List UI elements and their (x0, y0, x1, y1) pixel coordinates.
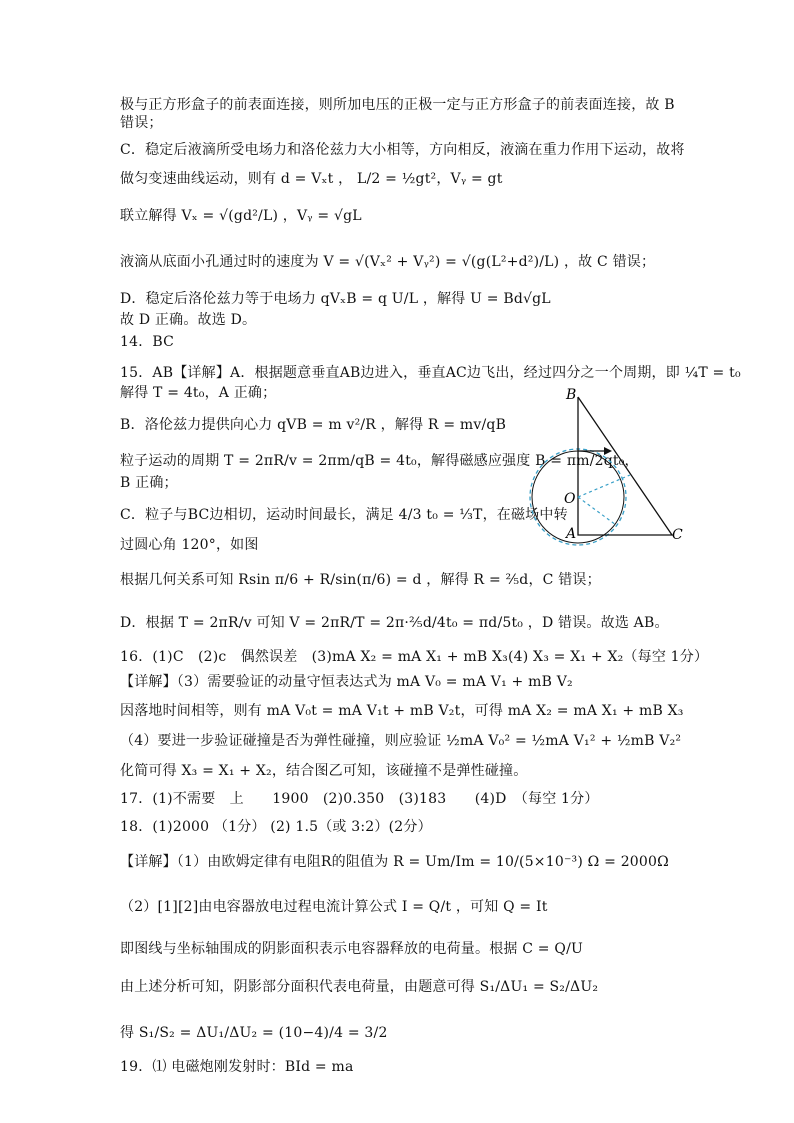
text-line: 19．⑴ 电磁炮刚发射时：BId = ma (120, 1059, 354, 1075)
text-line: D．根据 T = 2πR/v 可知 V = 2πR/T = 2π·⅖d/4t₀ = πd/5t₀ ，D 错误。故选 AB。 (120, 615, 669, 631)
text-line: 14．BC (120, 334, 175, 350)
text-line: 粒子运动的周期 T = 2πR/v = 2πm/qB = 4t₀，解得磁感应强度 B = πm/2qt₀， (120, 453, 639, 469)
text-line: （2）[1][2]由电容器放电过程电流计算公式 I = Q/t ，可知 Q = It (120, 899, 548, 915)
text-line: 【详解】（1）由欧姆定律有电阻R的阻值为 R = Um/Im = 10/(5×10⁻³) Ω = 2000Ω (120, 854, 669, 870)
text-line: 16．(1)C (2)c 偶然误差 (3)mA X₂ = mA X₁ + mB X₃(4) X₃ = X₁ + X₂（每空 1分） (120, 649, 709, 665)
triangle-abc (578, 397, 672, 535)
text-line: C．稳定后液滴所受电场力和洛伦兹力大小相等，方向相反，液滴在重力作用下运动，故将 (120, 142, 685, 158)
text-line: 液滴从底面小孔通过时的速度为 V = √(Vₓ² + Vᵧ²) = √(g(L²+d²)/L) ，故 C 错误； (120, 254, 656, 270)
label-a: A (566, 526, 577, 542)
text-line: 做匀变速曲线运动，则有 d = Vₓt ， L/2 = ½gt²，Vᵧ = gt (120, 171, 503, 187)
text-line: 极与正方形盒子的前表面连接，则所加电压的正极一定与正方形盒子的前表面连接，故 B (120, 97, 675, 113)
text-line: （4）要进一步验证碰撞是否为弹性碰撞，则应验证 ½mA V₀² = ½mA V₁² + ½mB V₂² (120, 733, 682, 749)
text-line: 【详解】（3）需要验证的动量守恒表达式为 mA V₀ = mA V₁ + mB V₂ (120, 674, 573, 690)
text-line: D．稳定后洛伦兹力等于电场力 qVₓB = q U/L ，解得 U = Bd√gL (120, 291, 551, 307)
text-line: 根据几何关系可知 Rsin π/6 + R/sin(π/6) = d ，解得 R = ⅖d，C 错误； (120, 572, 601, 588)
text-line: 错误； (120, 115, 163, 131)
text-line: 得 S₁/S₂ = ΔU₁/ΔU₂ = (10−4)/4 = 3/2 (120, 1025, 388, 1041)
label-o: O (564, 491, 576, 507)
text-line: 过圆心角 120°，如图 (120, 537, 259, 553)
text-line: 即图线与坐标轴围成的阴影面积表示电容器释放的电荷量。根据 C = Q/U (120, 941, 583, 957)
text-line: B．洛伦兹力提供向心力 qVB = m v²/R ，解得 R = mv/qB (120, 417, 507, 433)
text-line: 化简可得 X₃ = X₁ + X₂，结合图乙可知，该碰撞不是弹性碰撞。 (120, 763, 528, 779)
text-line: 18．(1)2000 （1分） (2) 1.5（或 3:2）(2分） (120, 819, 432, 835)
text-line: 由上述分析可知，阴影部分面积代表电荷量，由题意可得 S₁/ΔU₁ = S₂/ΔU₂ (120, 979, 599, 995)
arrow-head-icon (604, 447, 612, 455)
text-line: 解得 T = 4t₀，A 正确； (120, 385, 277, 401)
text-line: 因落地时间相等，则有 mA V₀t = mA V₁t + mB V₂t，可得 mA X₂ = mA X₁ + mB X₃ (120, 703, 684, 719)
magnetic-field-diagram (526, 385, 686, 560)
radius-line (578, 497, 616, 525)
text-line: 故 D 正确。故选 D。 (120, 312, 257, 328)
text-line: C．粒子与BC边相切，运动时间最长，满足 4/3 t₀ = ⅓T，在磁场中转 (120, 507, 568, 523)
label-b: B (566, 387, 577, 403)
text-line: 联立解得 Vₓ = √(gd²/L) ，Vᵧ = √gL (120, 208, 362, 224)
text-line: 17．(1)不需要 上 1900 (2)0.350 (3)183 (4)D （每空 1分） (120, 791, 599, 807)
label-c: C (672, 527, 683, 543)
text-line: B 正确； (120, 475, 178, 491)
text-line: 15．AB【详解】A．根据题意垂直AB边进入，垂直AC边飞出，经过四分之一个周期，即 ¼T = t₀ (120, 365, 741, 381)
